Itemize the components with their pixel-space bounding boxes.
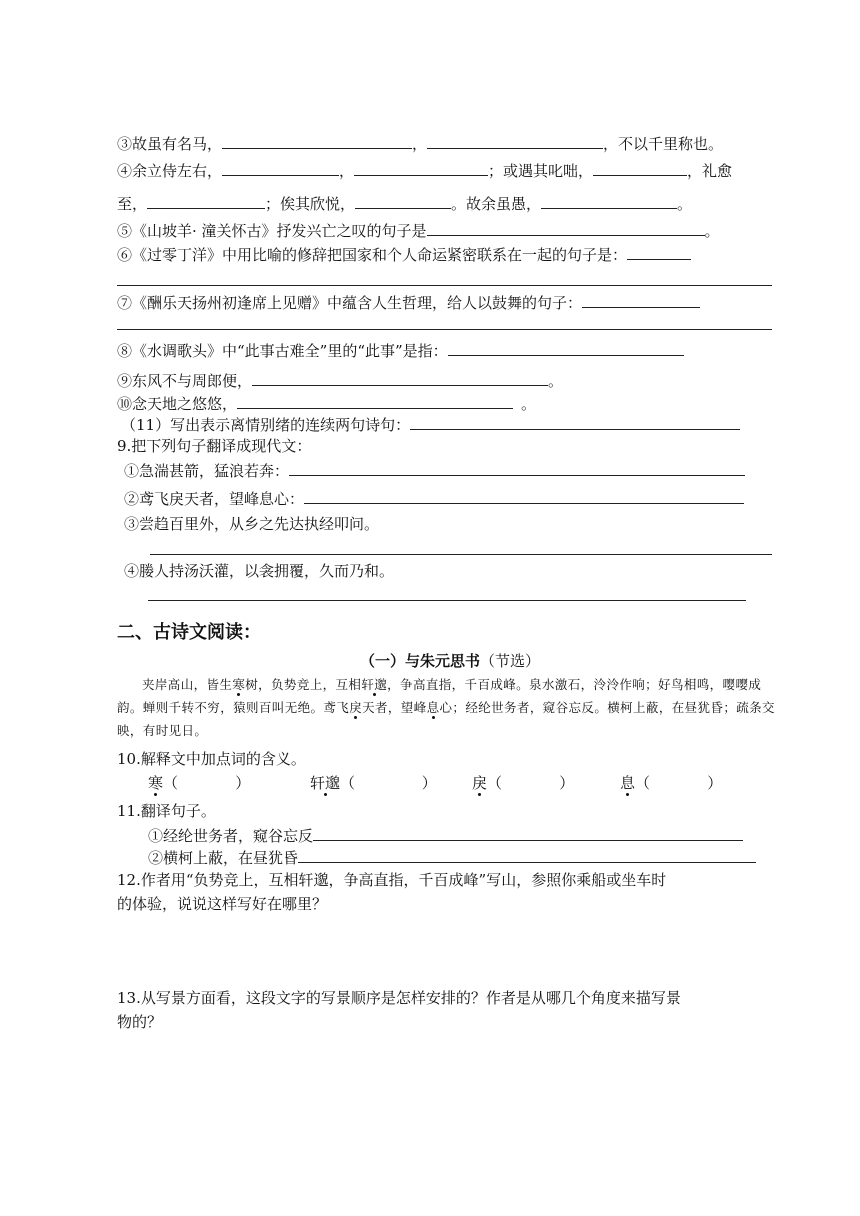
q4-text-mid3: 。故余虽愚， xyxy=(451,195,542,213)
q5-blank[interactable] xyxy=(427,220,705,236)
dotted-word-xi: 息 xyxy=(426,700,440,715)
translate-item-1-blank[interactable] xyxy=(289,460,745,476)
q4-text-end2: 。 xyxy=(677,195,693,213)
q3-text-start: ③故虽有名马， xyxy=(117,135,223,153)
q11-item-1 xyxy=(148,825,743,846)
q11-item-2-text: ②横柯上蔽，在昼犹昏 xyxy=(148,849,299,867)
fill-in-q6 xyxy=(117,244,691,265)
passage-title-text: 与朱元思书 xyxy=(404,652,480,670)
q4-blank-6[interactable] xyxy=(541,193,677,209)
q11-item-2 xyxy=(148,847,756,868)
fill-in-q8 xyxy=(117,340,684,361)
passage-title-number: （一） xyxy=(359,652,405,670)
q11-heading: 11.翻译句子。 xyxy=(117,802,216,820)
q6-blank-1[interactable] xyxy=(627,244,691,260)
passage-part-3: ，争高直指，千百成峰。泉水激石，泠泠作响；好鸟相鸣，嘤嘤成韵。蝉则千转不穷，猿则百叫无绝。鸢飞 xyxy=(117,677,762,715)
q10-blank[interactable] xyxy=(237,393,513,409)
q10-word-3 xyxy=(472,773,574,793)
q4-text-mid: ；或遇其叱咄， xyxy=(488,162,594,180)
fill-in-q3 xyxy=(117,133,723,154)
q7-text: ⑦《酬乐天扬州初逢席上见赠》中蕴含人生哲理，给人以鼓舞的句子： xyxy=(117,294,583,312)
q4-text-start: ④余立侍左右， xyxy=(117,162,223,180)
dotted-word-xuanmiao: 轩邈 xyxy=(361,677,388,692)
passage-part-4: 天者，望峰 xyxy=(362,700,427,715)
q11-item-2-blank[interactable] xyxy=(298,847,756,863)
q4-blank-5[interactable] xyxy=(355,193,451,209)
q8-blank[interactable] xyxy=(448,340,684,356)
q6-blank-2[interactable] xyxy=(117,285,772,286)
q13-line-2: 物的？ xyxy=(117,1013,163,1031)
q10-end: 。 xyxy=(521,395,537,413)
q11-blank[interactable] xyxy=(410,414,740,430)
q4-blank-4[interactable] xyxy=(147,193,265,209)
q9-blank[interactable] xyxy=(252,370,548,386)
q11-item-1-blank[interactable] xyxy=(313,825,743,841)
passage-title xyxy=(0,650,860,671)
q10-answer-2[interactable]: （ ） xyxy=(340,774,437,792)
fill-in-q4-line2 xyxy=(117,193,692,214)
q3-text-end: ，不以千里称也。 xyxy=(603,135,724,153)
q10-word-4-text: 息 xyxy=(620,774,636,792)
passage-text xyxy=(117,673,777,742)
translate-item-4 xyxy=(124,561,394,581)
passage-part-1: 夹岸高山，皆生 xyxy=(142,677,233,692)
passage-title-note: （节选） xyxy=(480,652,541,670)
q4-text-end1: ，礼愈 xyxy=(687,162,733,180)
q4-blank-1[interactable] xyxy=(222,160,339,176)
q4-text-mid2: ；俟其欣悦， xyxy=(265,195,356,213)
translate-item-1-text: ①急湍甚箭，猛浪若奔： xyxy=(124,462,290,480)
q11-item-1-text: ①经纶世务者，窥谷忘反 xyxy=(148,827,314,845)
translate-item-2 xyxy=(124,488,744,509)
fill-in-q7 xyxy=(117,292,700,313)
fill-in-q11 xyxy=(121,414,740,435)
q3-blank-2[interactable] xyxy=(427,133,603,149)
q4-blank-2[interactable] xyxy=(354,160,488,176)
q10-word-1 xyxy=(148,773,253,793)
translate-heading-text: 9.把下列句子翻译成现代文： xyxy=(117,437,312,455)
passage-part-2: 树，负势竞上，互相 xyxy=(245,677,362,692)
q5-text: ⑤《山坡羊· 潼关怀古》抒发兴亡之叹的句子是 xyxy=(117,222,427,240)
translate-item-3 xyxy=(124,514,379,534)
q10-answer-3[interactable]: （ ） xyxy=(487,774,575,792)
q6-text: ⑥《过零丁洋》中用比喻的修辞把国家和个人命运紧密联系在一起的句子是： xyxy=(117,246,628,264)
translate-item-2-text: ②鸢飞戾天者，望峰息心： xyxy=(124,490,305,508)
q10-word-3-text: 戾 xyxy=(472,774,488,792)
fill-in-q5 xyxy=(117,220,720,241)
q10-text: ⑩念天地之悠悠， xyxy=(117,395,238,413)
q9-text: ⑨东风不与周郎便， xyxy=(117,372,253,390)
translate-heading xyxy=(117,436,311,456)
q5-end: 。 xyxy=(704,222,720,240)
q9-end: 。 xyxy=(548,372,564,390)
section-2-heading: 二、古诗文阅读： xyxy=(117,622,261,643)
q4-text-cont: 至， xyxy=(117,195,148,213)
q10-word-2 xyxy=(310,773,437,793)
translate-item-2-blank[interactable] xyxy=(304,488,744,504)
dotted-word-li: 戾 xyxy=(349,700,363,715)
translate-item-3-blank[interactable] xyxy=(150,554,772,555)
dotted-word-han: 寒 xyxy=(232,677,246,692)
q12-line-2: 的体验，说说这样写好在哪里？ xyxy=(117,895,328,913)
translate-item-4-text: ④媵人持汤沃灌，以衾拥覆，久而乃和。 xyxy=(124,562,395,580)
q4-sep: ， xyxy=(339,162,355,180)
q7-blank-1[interactable] xyxy=(582,292,700,308)
q7-blank-2[interactable] xyxy=(117,329,772,330)
translate-item-1 xyxy=(124,460,745,481)
q13-line-1: 13.从写景方面看，这段文字的写景顺序是怎样安排的？作者是从哪几个角度来描写景 xyxy=(117,989,681,1007)
q12-line-1: 12.作者用“负势竞上，互相轩邈，争高直指，千百成峰”写山，参照你乘船或坐车时 xyxy=(117,871,667,889)
q11-text: （11）写出表示离情别绪的连续两句诗句： xyxy=(121,416,411,434)
q4-blank-3[interactable] xyxy=(593,160,687,176)
q10-heading: 10.解释文中加点词的含义。 xyxy=(117,750,306,768)
q10-word-1-text: 寒 xyxy=(148,774,164,792)
fill-in-q10 xyxy=(117,393,536,414)
fill-in-q4-line1 xyxy=(117,160,732,181)
fill-in-q9 xyxy=(117,370,563,391)
translate-item-4-blank[interactable] xyxy=(148,600,746,601)
q10-word-4 xyxy=(620,773,722,793)
q3-sep: ， xyxy=(412,135,428,153)
q10-answer-4[interactable]: （ ） xyxy=(635,774,723,792)
translate-item-3-text: ③尝趋百里外，从乡之先达执经叩问。 xyxy=(124,515,380,533)
q10-word-2-text: 轩邈 xyxy=(310,774,341,792)
q3-blank-1[interactable] xyxy=(222,133,412,149)
q8-text: ⑧《水调歌头》中“此事古难全”里的“此事”是指： xyxy=(117,342,448,360)
passage-part-5: 心；经纶世务者，窥谷忘反。横柯上蔽，在昼犹昏；疏条交映，有时见日。 xyxy=(117,700,775,738)
q10-answer-1[interactable]: （ ） xyxy=(163,774,251,792)
